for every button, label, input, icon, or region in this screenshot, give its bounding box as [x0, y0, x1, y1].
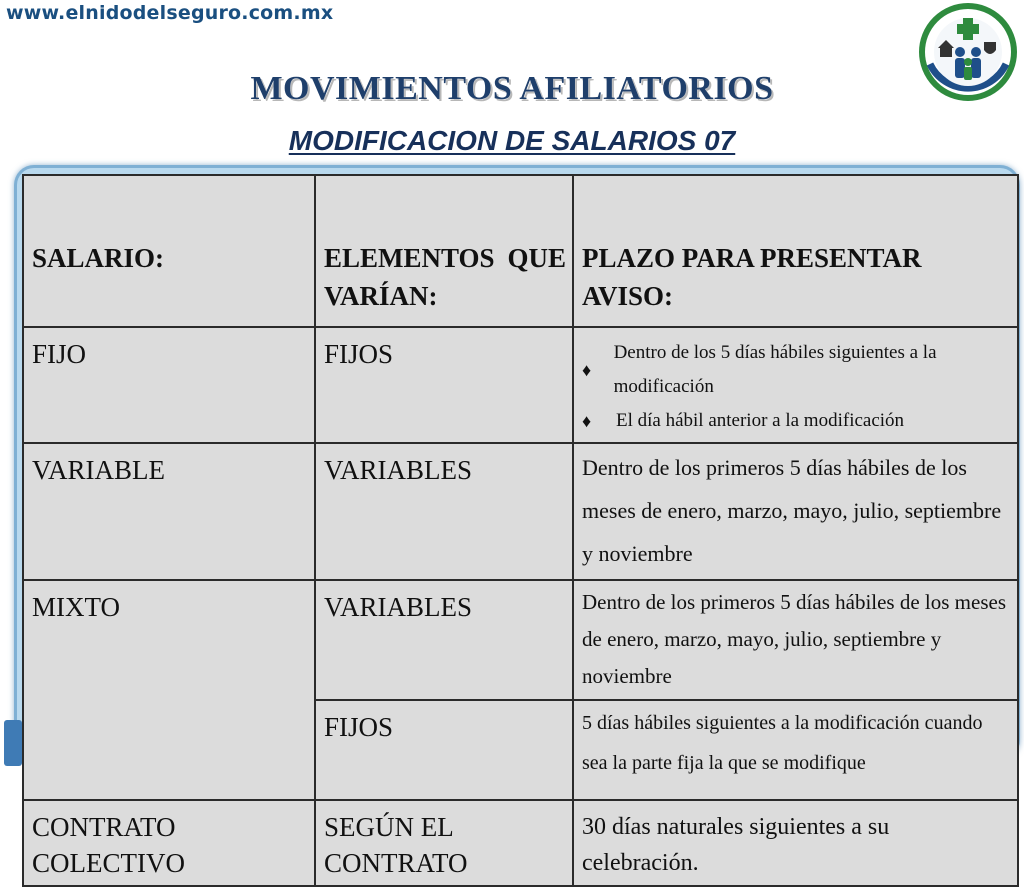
- cell-plazo-mixto-variables: Dentro de los primeros 5 días hábiles de los meses de enero, marzo, mayo, julio, septiembre y noviembre: [573, 580, 1018, 700]
- header-salario-label: SALARIO:: [32, 243, 165, 273]
- cell-elementos-mixto-variables: VARIABLES: [315, 580, 573, 700]
- bullet-text: Dentro de los 5 días hábiles siguientes a la modificación: [613, 342, 937, 397]
- cell-elementos-mixto-fijos: FIJOS: [315, 700, 573, 800]
- cell-elementos-variable: VARIABLES: [315, 443, 573, 580]
- cell-salario-variable: VARIABLE: [23, 443, 315, 580]
- header-elementos-line1: [324, 239, 566, 277]
- header-que-word: QUE: [507, 243, 566, 273]
- page-subtitle: MODIFICACION DE SALARIOS 07: [288, 125, 736, 156]
- table-panel: [22, 174, 1017, 878]
- header-elementos: [315, 175, 573, 327]
- diamond-bullet-icon: ♦: [582, 360, 592, 380]
- header-elementos-word: ELEMENTOS: [324, 243, 495, 273]
- header-plazo: [573, 175, 1018, 327]
- table-row-mixto-variables: [23, 580, 1018, 700]
- header-varian-word: VARÍAN:: [324, 281, 438, 311]
- footer-decoration: [4, 720, 22, 766]
- cell-plazo-contrato: 30 días naturales siguientes a su celebración.: [573, 800, 1018, 886]
- cell-plazo-variable: Dentro de los primeros 5 días hábiles de los meses de enero, marzo, mayo, julio, septiembre y noviembre: [573, 443, 1018, 580]
- table-header-row: [23, 175, 1018, 327]
- table-row-variable: [23, 443, 1018, 580]
- cell-salario-fijo: FIJO: [23, 327, 315, 443]
- cell-salario-mixto: MIXTO: [23, 580, 315, 800]
- salary-table: [22, 174, 1019, 887]
- table-row-contrato: [23, 800, 1018, 886]
- header-salario: [23, 175, 315, 327]
- cell-elementos-fijo: FIJOS: [315, 327, 573, 443]
- header-plazo-label: PLAZO PARA PRESENTAR AVISO:: [582, 243, 922, 311]
- site-url[interactable]: www.elnidodelseguro.com.mx: [6, 2, 334, 24]
- table-row-fijo: [23, 327, 1018, 443]
- diamond-bullet-icon: ♦: [582, 411, 592, 431]
- cell-plazo-fijo: [573, 327, 1018, 443]
- cell-salario-contrato: CONTRATO COLECTIVO: [23, 800, 315, 886]
- bullet-text: El día hábil anterior a la modificación: [616, 410, 905, 431]
- list-item: [582, 336, 1011, 404]
- cell-plazo-mixto-fijos: 5 días hábiles siguientes a la modificación cuando sea la parte fija la que se modifique: [573, 700, 1018, 800]
- page-title: MOVIMIENTOS AFILIATORIOS: [250, 70, 774, 107]
- list-item: [582, 404, 1011, 438]
- cell-elementos-contrato: SEGÚN EL CONTRATO: [315, 800, 573, 886]
